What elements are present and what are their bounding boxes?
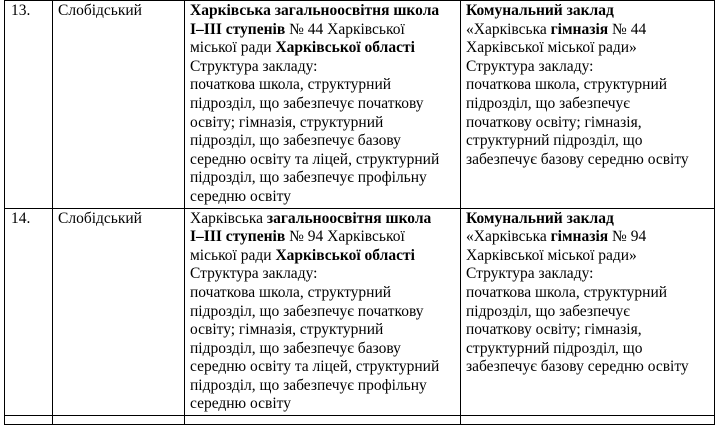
- text: № 94: [608, 228, 647, 246]
- text-line: початкова школа, структурний: [190, 283, 392, 301]
- text-line: підрозділ, що забезпечує профільну: [190, 169, 427, 187]
- text-line: забезпечує базову середню освіту: [466, 358, 689, 376]
- text-line: [190, 247, 455, 266]
- text-line: підрозділ, що забезпечує початкову: [190, 302, 424, 320]
- new-institution-cell: [461, 208, 715, 416]
- old-institution-structure: [190, 58, 455, 207]
- bold-text: Комунальний заклад: [466, 209, 614, 227]
- row-number: 13.: [5, 1, 53, 209]
- text-line: підрозділ, що забезпечує початкову: [190, 94, 424, 112]
- text-line: [466, 21, 709, 40]
- bold-text: І–ІІІ ступенів: [190, 20, 286, 38]
- text-line: освіту; гімназія, структурний: [190, 113, 384, 131]
- text-line: забезпечує базову середню освіту: [466, 150, 689, 168]
- old-institution-cell: [185, 208, 461, 416]
- table-row-partial: [5, 416, 715, 425]
- text-line: Структура закладу:: [190, 265, 318, 283]
- text: № 94 Харківської: [285, 228, 405, 246]
- text-line: [190, 210, 455, 229]
- text-line: Структура закладу:: [190, 57, 318, 75]
- text-line: середню освіту та ліцей, структурний: [190, 358, 440, 376]
- text-line: [466, 210, 709, 229]
- text-line: підрозділ, що забезпечує базову: [190, 132, 401, 150]
- old-institution-structure: [190, 265, 455, 414]
- new-institution-structure: [466, 265, 709, 377]
- text: Харківська: [190, 209, 267, 227]
- text: № 44: [608, 20, 647, 38]
- text-line: структурний підрозділ, що: [466, 132, 643, 150]
- table-row: [5, 208, 715, 416]
- text: міської ради: [190, 39, 276, 57]
- empty-cell: [185, 416, 461, 425]
- text-line: [190, 228, 455, 247]
- bold-text: гімназія: [550, 228, 609, 246]
- text-line: середню освіту: [190, 395, 291, 413]
- bold-text: гімназія: [550, 20, 609, 38]
- text-line: Структура закладу:: [466, 265, 594, 283]
- text-line: [190, 2, 455, 21]
- old-institution-name: [190, 210, 455, 266]
- text-line: середню освіту та ліцей, структурний: [190, 150, 440, 168]
- text-line: [466, 247, 709, 266]
- new-institution-name: [466, 2, 709, 58]
- empty-cell: [5, 416, 53, 425]
- bold-text: І–ІІІ ступенів: [190, 228, 286, 246]
- row-number: 14.: [5, 208, 53, 416]
- bold-text: Харківської області: [275, 246, 415, 264]
- text-line: початкову освіту; гімназія,: [466, 321, 642, 339]
- district-name: Слобідський: [53, 208, 185, 416]
- text-line: початкову освіту; гімназія,: [466, 113, 642, 131]
- district-name: Слобідський: [53, 1, 185, 209]
- text-line: підрозділ, що забезпечує базову: [190, 339, 401, 357]
- old-institution-cell: [185, 1, 461, 209]
- text-line: початкова школа, структурний: [466, 76, 668, 94]
- text-line: підрозділ, що забезпечує: [466, 94, 630, 112]
- text-line: початкова школа, структурний: [466, 283, 668, 301]
- text-line: початкова школа, структурний: [190, 76, 392, 94]
- text: № 44 Харківської: [285, 20, 405, 38]
- text-line: [466, 39, 709, 58]
- text-line: структурний підрозділ, що: [466, 339, 643, 357]
- table-row: [5, 1, 715, 209]
- text: «Харківська: [466, 228, 551, 246]
- bold-text: загальноосвітня школа: [266, 209, 432, 227]
- new-institution-structure: [466, 58, 709, 170]
- bold-text: Харківської області: [275, 39, 415, 57]
- institutions-table: [4, 0, 715, 425]
- empty-cell: [461, 416, 715, 425]
- bold-text: Комунальний заклад: [466, 2, 614, 19]
- text-line: середню освіту: [190, 187, 291, 205]
- old-institution-name: [190, 2, 455, 58]
- bold-text: Харківська загальноосвітня школа: [190, 2, 440, 19]
- text: Харківської міської ради»: [466, 39, 637, 57]
- text-line: [190, 39, 455, 58]
- text-line: Структура закладу:: [466, 57, 594, 75]
- text-line: [190, 21, 455, 40]
- text-line: [466, 228, 709, 247]
- text-line: освіту; гімназія, структурний: [190, 321, 384, 339]
- text-line: підрозділ, що забезпечує: [466, 302, 630, 320]
- text-line: [466, 2, 709, 21]
- text-line: підрозділ, що забезпечує профільну: [190, 376, 427, 394]
- new-institution-name: [466, 210, 709, 266]
- text: «Харківська: [466, 20, 551, 38]
- text: Харківської міської ради»: [466, 246, 637, 264]
- empty-cell: [53, 416, 185, 425]
- new-institution-cell: [461, 1, 715, 209]
- text: міської ради: [190, 246, 276, 264]
